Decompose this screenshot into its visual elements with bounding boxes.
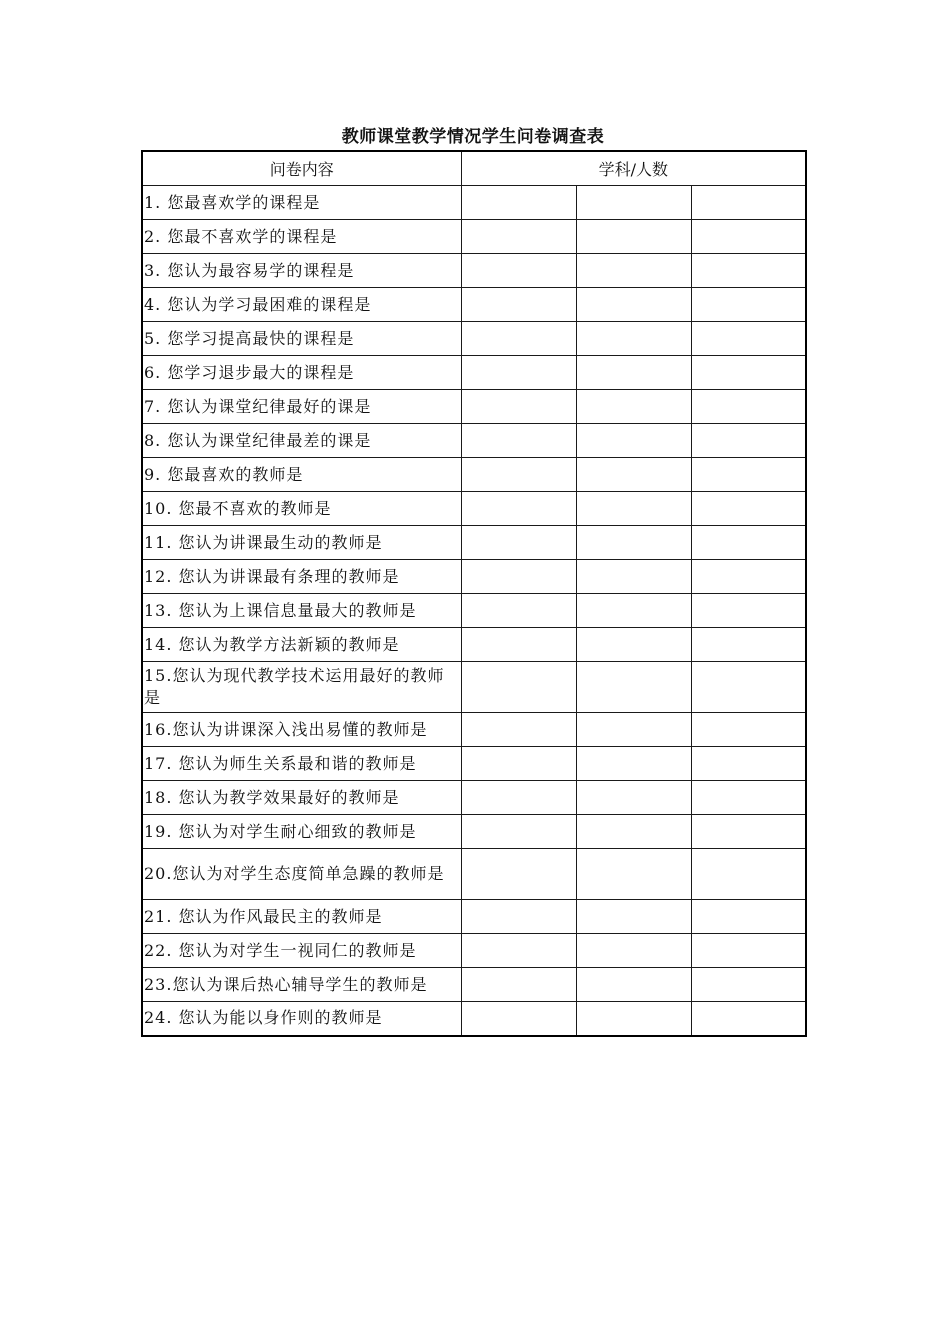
table-row (142, 492, 806, 526)
table-row (142, 900, 806, 934)
question-cell: 4. 您认为学习最困难的课程是 (142, 288, 461, 322)
answer-cell[interactable] (691, 254, 806, 288)
page-title: 教师课堂教学情况学生问卷调查表 (341, 127, 605, 147)
table-row (142, 220, 806, 254)
answer-cell[interactable] (461, 458, 576, 492)
answer-cell[interactable] (461, 1002, 576, 1036)
question-cell: 10. 您最不喜欢的教师是 (142, 492, 461, 526)
answer-cell[interactable] (576, 815, 691, 849)
question-cell: 14. 您认为教学方法新颖的教师是 (142, 628, 461, 662)
survey-body (142, 186, 806, 1036)
answer-cell[interactable] (461, 713, 576, 747)
answer-cell[interactable] (691, 662, 806, 713)
answer-cell[interactable] (691, 220, 806, 254)
question-cell: 23.您认为课后热心辅导学生的教师是 (142, 968, 461, 1002)
question-cell: 22. 您认为对学生一视同仁的教师是 (142, 934, 461, 968)
answer-cell[interactable] (576, 390, 691, 424)
answer-cell[interactable] (691, 815, 806, 849)
answer-cell[interactable] (576, 322, 691, 356)
answer-cell[interactable] (691, 560, 806, 594)
question-cell: 20.您认为对学生态度简单急躁的教师是 (142, 849, 461, 900)
answer-cell[interactable] (461, 968, 576, 1002)
answer-cell[interactable] (691, 322, 806, 356)
answer-cell[interactable] (576, 254, 691, 288)
answer-cell[interactable] (576, 968, 691, 1002)
table-row (142, 628, 806, 662)
question-cell: 6. 您学习退步最大的课程是 (142, 356, 461, 390)
table-row (142, 356, 806, 390)
question-cell: 24. 您认为能以身作则的教师是 (142, 1002, 461, 1036)
table-row (142, 424, 806, 458)
answer-cell[interactable] (461, 849, 576, 900)
question-cell: 16.您认为讲课深入浅出易懂的教师是 (142, 713, 461, 747)
answer-cell[interactable] (461, 424, 576, 458)
question-cell: 13. 您认为上课信息量最大的教师是 (142, 594, 461, 628)
table-row (142, 560, 806, 594)
answer-cell[interactable] (576, 356, 691, 390)
table-row (142, 713, 806, 747)
answer-cell[interactable] (461, 815, 576, 849)
table-row (142, 747, 806, 781)
answer-cell[interactable] (691, 968, 806, 1002)
header-row (142, 151, 806, 186)
question-cell: 8. 您认为课堂纪律最差的课是 (142, 424, 461, 458)
answer-cell[interactable] (691, 849, 806, 900)
answer-cell[interactable] (576, 424, 691, 458)
answer-cell[interactable] (576, 781, 691, 815)
answer-cell[interactable] (691, 628, 806, 662)
table-row (142, 849, 806, 900)
answer-cell[interactable] (576, 1002, 691, 1036)
table-row (142, 322, 806, 356)
answer-cell[interactable] (576, 560, 691, 594)
question-cell: 2. 您最不喜欢学的课程是 (142, 220, 461, 254)
answer-cell[interactable] (691, 526, 806, 560)
answer-cell[interactable] (461, 662, 576, 713)
answer-cell[interactable] (576, 849, 691, 900)
answer-cell[interactable] (691, 424, 806, 458)
answer-cell[interactable] (461, 594, 576, 628)
answer-cell[interactable] (576, 934, 691, 968)
answer-cell[interactable] (576, 713, 691, 747)
answer-cell[interactable] (461, 492, 576, 526)
answer-cell[interactable] (691, 492, 806, 526)
answer-cell[interactable] (691, 747, 806, 781)
answer-cell[interactable] (691, 900, 806, 934)
answer-cell[interactable] (691, 934, 806, 968)
answer-cell[interactable] (461, 560, 576, 594)
table-row (142, 254, 806, 288)
answer-cell[interactable] (576, 220, 691, 254)
answer-cell[interactable] (691, 1002, 806, 1036)
answer-cell[interactable] (691, 288, 806, 322)
answer-cell[interactable] (461, 747, 576, 781)
question-cell: 15.您认为现代教学技术运用最好的教师是 (142, 662, 461, 713)
table-row (142, 815, 806, 849)
question-cell: 9. 您最喜欢的教师是 (142, 458, 461, 492)
answer-cell[interactable] (461, 390, 576, 424)
table-row (142, 526, 806, 560)
question-column-header: 问卷内容 (142, 151, 461, 186)
answer-cell[interactable] (461, 254, 576, 288)
answer-cell[interactable] (576, 458, 691, 492)
answer-cell[interactable] (461, 781, 576, 815)
table-row (142, 288, 806, 322)
answer-cell[interactable] (576, 526, 691, 560)
table-row (142, 390, 806, 424)
answer-cell[interactable] (576, 747, 691, 781)
answer-cell[interactable] (461, 186, 576, 220)
answer-cell[interactable] (691, 186, 806, 220)
answer-cell[interactable] (691, 356, 806, 390)
table-row (142, 662, 806, 713)
question-cell: 3. 您认为最容易学的课程是 (142, 254, 461, 288)
table-row (142, 1002, 806, 1036)
answer-cell[interactable] (576, 662, 691, 713)
table-row (142, 934, 806, 968)
answer-cell[interactable] (691, 781, 806, 815)
survey-table (141, 150, 807, 1037)
question-cell: 19. 您认为对学生耐心细致的教师是 (142, 815, 461, 849)
question-cell: 7. 您认为课堂纪律最好的课是 (142, 390, 461, 424)
table-row (142, 458, 806, 492)
answer-cell[interactable] (576, 492, 691, 526)
answer-cell[interactable] (461, 288, 576, 322)
answer-cell[interactable] (691, 713, 806, 747)
answer-cell[interactable] (576, 628, 691, 662)
question-cell: 12. 您认为讲课最有条理的教师是 (142, 560, 461, 594)
table-row (142, 781, 806, 815)
question-cell: 5. 您学习提高最快的课程是 (142, 322, 461, 356)
answer-cell[interactable] (461, 322, 576, 356)
subject-column-header: 学科/人数 (461, 151, 806, 186)
answer-cell[interactable] (461, 628, 576, 662)
question-cell: 11. 您认为讲课最生动的教师是 (142, 526, 461, 560)
table-row (142, 594, 806, 628)
answer-cell[interactable] (691, 390, 806, 424)
table-row (142, 968, 806, 1002)
answer-cell[interactable] (461, 356, 576, 390)
question-cell: 17. 您认为师生关系最和谐的教师是 (142, 747, 461, 781)
answer-cell[interactable] (576, 594, 691, 628)
answer-cell[interactable] (461, 934, 576, 968)
answer-cell[interactable] (691, 594, 806, 628)
question-cell: 18. 您认为教学效果最好的教师是 (142, 781, 461, 815)
answer-cell[interactable] (576, 900, 691, 934)
answer-cell[interactable] (691, 458, 806, 492)
table-row (142, 186, 806, 220)
answer-cell[interactable] (576, 288, 691, 322)
answer-cell[interactable] (461, 526, 576, 560)
question-cell: 1. 您最喜欢学的课程是 (142, 186, 461, 220)
answer-cell[interactable] (576, 186, 691, 220)
question-cell: 21. 您认为作风最民主的教师是 (142, 900, 461, 934)
answer-cell[interactable] (461, 220, 576, 254)
answer-cell[interactable] (461, 900, 576, 934)
